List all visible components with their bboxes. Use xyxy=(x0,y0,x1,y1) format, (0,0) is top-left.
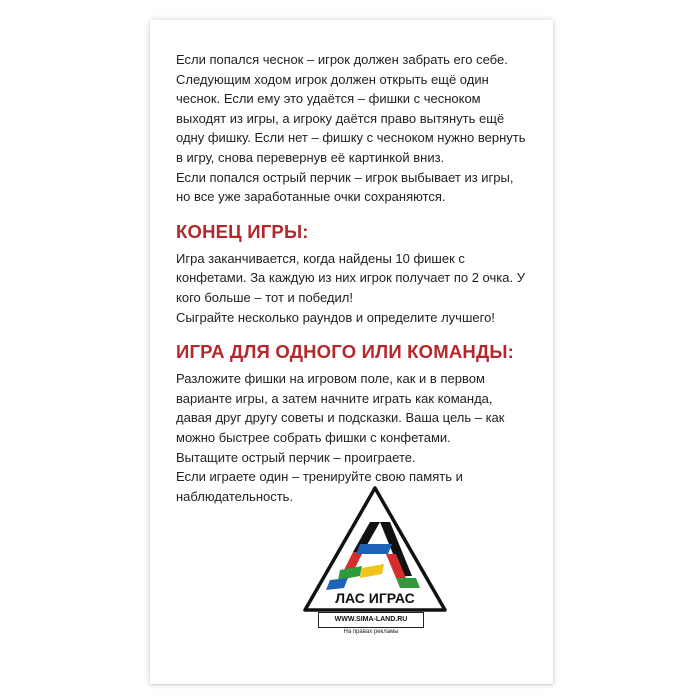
heading-single-or-team: ИГРА ДЛЯ ОДНОГО ИЛИ КОМАНДЫ: xyxy=(176,341,515,363)
logo-brand-text: ЛАС ИГРАС xyxy=(335,590,415,606)
paragraph-garlic-next-move: Следующим ходом игрок должен открыть ещё один чеснок. Если ему это удаётся – фишки с чесноком выходят из игры, а игроку даётся право вытянуть ещё одну фишку. Если нет – фишку с чесноком нужно вернуть в игру, снова перевернув её картинкой вниз. xyxy=(176,71,526,165)
paragraph-garlic-taken: Если попался чеснок – игрок должен забрать его себе. xyxy=(176,52,508,67)
logo-url: WWW.SIMA-LAND.RU xyxy=(318,612,424,628)
logo-ad-note: На правах рекламы xyxy=(343,629,399,635)
instructions-content xyxy=(176,50,526,506)
paragraph-hot-pepper: Если попался острый перчик – игрок выбывает из игры, но все уже заработанные очки сохраняются. xyxy=(176,169,514,205)
paragraph-single-play: Если играете один – тренируйте свою память и наблюдательность. xyxy=(176,469,463,504)
paragraph-game-end-rounds: Сыграйте несколько раундов и определите лучшего! xyxy=(176,309,495,325)
instruction-card xyxy=(150,20,553,684)
paragraph-game-end-scoring: Игра заканчивается, когда найдены 10 фишек с конфетами. За каждую из них игрок получает по 2 очка. У кого больше – тот и победил! xyxy=(176,250,525,305)
paragraph-pepper-lose: Вытащите острый перчик – проиграете. xyxy=(176,449,416,465)
heading-game-end: КОНЕЦ ИГРЫ: xyxy=(176,220,309,242)
paragraph-team-play: Разложите фишки на игровом поле, как и в первом варианте игры, а затем начните играть как команда, давая друг другу советы и подсказки. Ваша цель – как можно быстрее собрать фишки с конфетами. xyxy=(176,371,505,445)
